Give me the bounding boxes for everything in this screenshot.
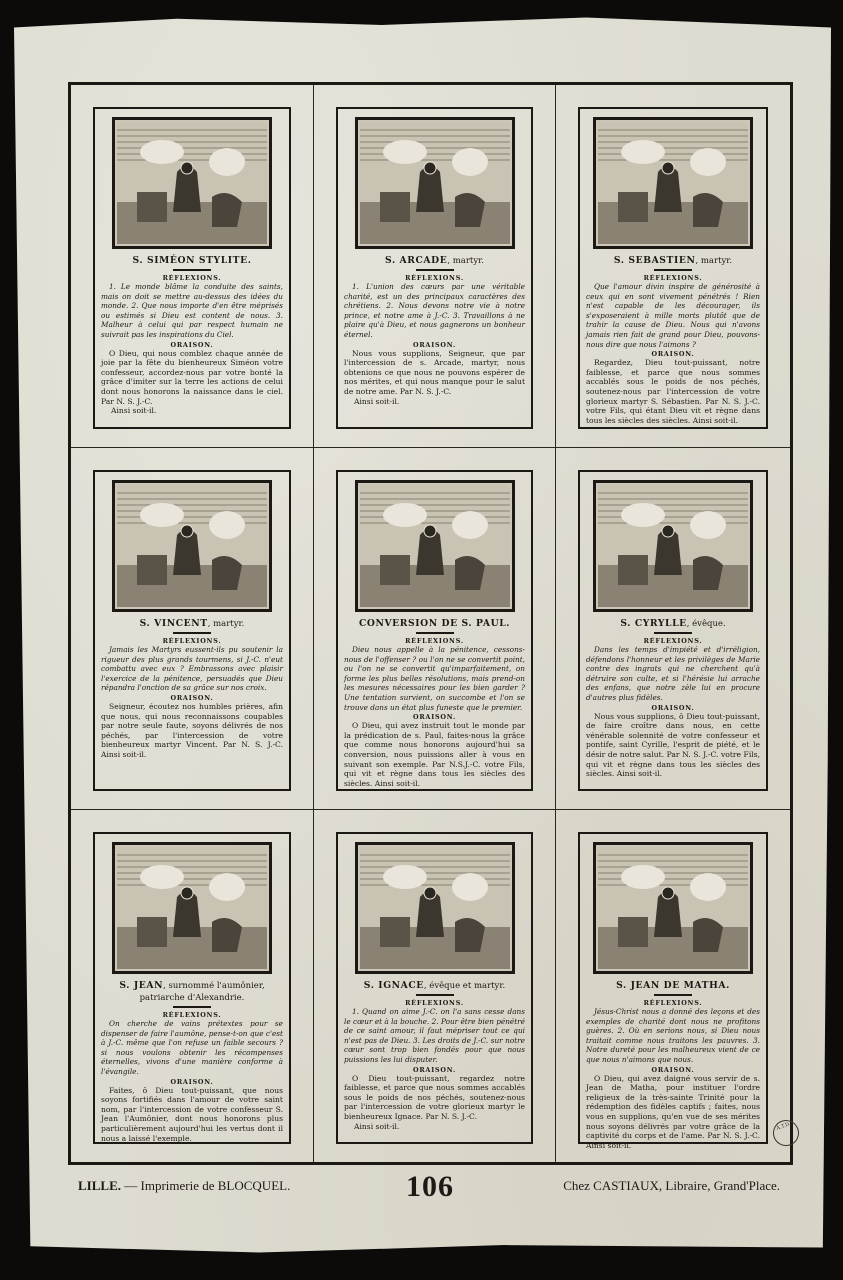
saint-title	[101, 618, 283, 630]
saint-epithet: , surnommé l'aumônier, patriarche d'Alexandrie.	[139, 981, 265, 1003]
grid-cell	[71, 85, 314, 448]
saint-card	[93, 470, 291, 791]
saint-name: S. ARCADE	[385, 255, 448, 266]
oraison-text: Seigneur, écoutez nos humbles prières, afin que nous, qui nous reconnaissons coupables par notre seule faute, soyons délivrés de nos péchés, par l'intercession de votre bienheureux martyr Vincent. Par N. S. J.-C. Ainsi soit-il.	[101, 701, 283, 759]
library-stamp: A.T.D.	[769, 1116, 802, 1149]
saint-name: CONVERSION DE S. PAUL.	[358, 618, 511, 629]
grid-cell	[314, 810, 556, 1162]
card-grid	[68, 82, 793, 1165]
saint-epithet: , martyr.	[207, 619, 245, 629]
reflexions-heading: RÉFLEXIONS.	[643, 637, 703, 645]
reflexions-text: Jamais les Martyrs eussent-ils pu soutenir la rigueur des plus grands tourmens, si J.-C. n'eut combattu avec eux ? Embrassons avec plaisir l'exercice de la pénitence, persuadés que Dieu répandra l'onction de sa grâce sur nos croix.	[101, 645, 283, 693]
saint-card	[578, 832, 768, 1150]
saint-title	[586, 255, 760, 267]
oraison-heading: ORAISON.	[651, 1065, 695, 1074]
grid-cell	[71, 810, 314, 1162]
reflexions-heading: RÉFLEXIONS.	[643, 274, 703, 282]
title-rule	[173, 269, 211, 271]
title-rule	[173, 632, 211, 634]
reflexions-heading: RÉFLEXIONS.	[162, 637, 222, 645]
engraving-illustration-icon	[117, 847, 267, 969]
grid-cell	[314, 448, 556, 810]
saint-title	[586, 618, 760, 630]
engraving-image	[355, 480, 515, 612]
engraving-illustration-icon	[360, 485, 510, 607]
reflexions-heading: RÉFLEXIONS.	[405, 637, 464, 645]
amen-text: Ainsi soit-il.	[111, 406, 157, 416]
saint-epithet: , évêque et martyr.	[423, 981, 506, 991]
engraving-illustration-icon	[598, 847, 748, 969]
saint-card	[93, 107, 291, 429]
engraving-illustration-icon	[360, 122, 510, 244]
engraving-image	[355, 117, 515, 249]
oraison-heading: ORAISON.	[651, 350, 695, 359]
oraison-text: O Dieu, qui avez daigné vous servir de s. Jean de Matha, pour instituer l'ordre religieux de la très-sainte Trinité pour la rédemption des fidèles captifs ; faites, nous vous en supplions, qu'en vue de ses mérites nous soyons délivrés par votre grâce de la captivité du corps et de l'ame. Par N. S. J.-C. Ainsi soit-il.	[586, 1073, 760, 1150]
title-rule	[654, 632, 692, 634]
title-rule	[173, 1006, 211, 1008]
engraving-image	[593, 117, 753, 249]
saint-card	[336, 107, 533, 429]
saint-card	[578, 470, 768, 791]
oraison-heading: ORAISON.	[170, 340, 214, 349]
printer-imprint	[78, 1178, 290, 1194]
oraison-heading: ORAISON.	[412, 340, 457, 349]
reflexions-heading: RÉFLEXIONS.	[162, 1011, 222, 1019]
saint-card	[93, 832, 291, 1144]
title-rule	[416, 994, 454, 996]
engraving-illustration-icon	[117, 485, 267, 607]
seller-imprint: Chez CASTIAUX, Libraire, Grand'Place.	[563, 1178, 780, 1193]
oraison-heading: ORAISON.	[170, 693, 214, 702]
saint-name: S. SIMÉON STYLITE.	[132, 255, 252, 266]
title-rule	[654, 994, 692, 996]
engraving-image	[112, 480, 272, 612]
saint-name: S. CYRYLLE	[620, 618, 687, 629]
oraison-text: O Dieu tout-puissant, regardez notre faiblesse, et parce que nous sommes accablés sous le poids de nos péchés, soutenez-nous par l'intercession de votre glorieux martyr le bienheureux Ignace. Par N. S. J.-C.	[344, 1073, 525, 1121]
amen-text: Ainsi soit-il.	[354, 1121, 400, 1131]
saint-title	[344, 255, 525, 267]
grid-cell	[556, 448, 790, 810]
reflexions-heading: RÉFLEXIONS.	[162, 274, 222, 282]
grid-cell	[556, 85, 790, 448]
reflexions-text: Dieu nous appelle à la pénitence, cessons-nous de l'offenser ? ou l'on ne se convertit point, ou l'on ne se convertit qu'imparfaitement, on forme les plus belles résolutions, mais prend-on les mesures nécessaires pour les bien garder ? Une tentation survient, on succombe et l'on se trouve dans un état plus funeste que le premier.	[344, 645, 525, 712]
engraving-image	[593, 480, 753, 612]
saint-title	[586, 980, 760, 992]
saint-epithet: , martyr.	[695, 256, 733, 266]
oraison-text: O Dieu, qui avez instruit tout le monde par la prédication de s. Paul, faites-nous la grâce que comme nous honorons aujourd'hui sa conversion, nous puissions aller à vous en suivant son exemple. Par N.S.J.-C. votre Fils, qui vit et règne dans tous les siècles des siècles. Ainsi soit-il.	[344, 721, 525, 788]
engraving-illustration-icon	[360, 847, 510, 969]
oraison-text: Nous vous supplions, ô Dieu tout-puissant, de faire croître dans nous, en cette vénérable solennité de votre confesseur et pontife, saint Cyrille, l'esprit de piété, et le désir de notre salut. Par N. S. J.-C. votre Fils, qui vit et règne dans tous les siècles des siècles. Ainsi soit-il.	[586, 711, 760, 779]
reflexions-heading: RÉFLEXIONS.	[643, 999, 703, 1007]
oraison-text: Regardez, Dieu tout-puissant, notre faiblesse, et parce que nous sommes accablés sous le poids de nos péchés, soutenez-nous par l'intercession de votre glorieux martyr S. Sébastien. Par N. S. J.-C. votre Fils, qui étant Dieu vit et règne dans tous les siècles des siècles. Ainsi soit-il.	[586, 358, 760, 425]
reflexions-text: 1. Le monde blâme la conduite des saints, mais on doit se mettre au-dessus des idées du monde. 2. Que nous importe d'en être méprisés ou estimés si Dieu est content de nous. 3. Malheur à celui qui par respect humain ne suivrait pas les inspirations du Ciel.	[101, 282, 283, 339]
grid-cell	[314, 85, 556, 448]
saint-card	[336, 832, 533, 1144]
reflexions-text: 1. L'union des cœurs par une véritable charité, est un des principaux caractères des chrétiens. 2. Nous devons notre vie à notre prince, et notre ame à J.-C. 3. Travaillons à ne plaire qu'à Dieu, et nous gagnerons un bonheur éternel.	[344, 282, 525, 339]
engraving-image	[112, 117, 272, 249]
grid-cell	[71, 448, 314, 810]
amen-text: Ainsi soit-il.	[354, 396, 400, 406]
oraison-heading: ORAISON.	[412, 1065, 457, 1074]
engraving-image	[593, 842, 753, 974]
oraison-text: Faites, ô Dieu tout-puissant, que nous soyons fortifiés dans l'amour de votre saint nom, par l'intercession de votre confesseur S. Jean l'Aumônier, dont nous honorons plus particulièrement aujourd'hui les vertus dont il nous a laissé l'exemple.	[101, 1085, 283, 1143]
saint-name: S. SEBASTIEN	[613, 255, 696, 266]
reflexions-text: On cherche de vains prétextes pour se dispenser de faire l'aumône, pense-t-on que c'est à J.-C. même que l'on refuse un faible secours ? si nous voulons obtenir les récompenses éternelles, vivons d'une manière conforme à l'évangile.	[101, 1019, 283, 1076]
title-rule	[654, 269, 692, 271]
saint-epithet: , évêque.	[686, 619, 726, 629]
printer-name: — Imprimerie de BLOCQUEL.	[121, 1178, 291, 1193]
saint-name: S. IGNACE	[363, 980, 424, 991]
printer-city: LILLE.	[78, 1178, 121, 1193]
title-rule	[416, 269, 454, 271]
engraving-illustration-icon	[117, 122, 267, 244]
saint-epithet: , martyr.	[447, 256, 484, 266]
reflexions-text: Que l'amour divin inspire de générosité à ceux qui en sont vivement pénétrés ! Rien n'est capable de les décourager, ils s'exposeraient à mille morts plutôt que de trahir la cause de Dieu. Nous qui n'avons jamais rien fait de grand pour Dieu, pouvons-nous dire que nous l'aimons ?	[586, 282, 760, 349]
saint-name: S. JEAN	[119, 980, 164, 991]
saint-name: S. JEAN DE MATHA.	[616, 980, 730, 991]
imprint-footer	[78, 1172, 788, 1206]
reflexions-text: Dans les temps d'impiété et d'irréligion, défendons l'honneur et les privilèges de Marie contre des ingrats qui ne cherchent qu'à détruire son culte, et si l'hérésie lui arrache des enfans, que notre zèle lui en procure d'autres plus fidèles.	[586, 645, 760, 702]
grid-cell	[556, 810, 790, 1162]
saint-card	[336, 470, 533, 791]
engraving-illustration-icon	[598, 485, 748, 607]
sheet-number: 106	[406, 1170, 454, 1203]
oraison-heading: ORAISON.	[651, 703, 695, 712]
title-rule	[416, 632, 454, 634]
reflexions-text: Jésus-Christ nous a donné des leçons et des exemples de charité dont nous ne profitons guères. 2. Où en serions nous, si Dieu nous traitait comme nous traitons les pauvres. 3. Notre dureté pour les malheureux vient de ce que nous n'aimons que nous.	[586, 1007, 760, 1064]
reflexions-text: 1. Quand on aime J.-C. on l'a sans cesse dans le cœur et à la bouche. 2. Pour être bien pénétré de ce saint amour, il faut mépriser tout ce qui n'est pas de Dieu. 3. Les droits de J.-C. sur notre cœur sont trop bien fondés pour que nous puissions les lui disputer.	[344, 1007, 525, 1064]
oraison-heading: ORAISON.	[412, 713, 457, 722]
oraison-text: O Dieu, qui nous comblez chaque année de joie par la fête du bienheureux Siméon votre confesseur, accordez-nous par votre bonté la grâce d'imiter sur la terre les actions de celui dont nous honorons la naissance dans le ciel. Par N. S. J.-C.	[101, 348, 283, 406]
reflexions-heading: RÉFLEXIONS.	[405, 274, 464, 282]
engraving-image	[112, 842, 272, 974]
oraison-text: Nous vous supplions, Seigneur, que par l'intercession de s. Arcade, martyr, nous obtenions ce que nous ne pouvons espérer de nos mérites, et qui nous manque pour le salut de notre ame. Par N. S. J.-C.	[344, 348, 525, 396]
saint-title	[101, 980, 283, 1004]
saint-title	[344, 618, 525, 630]
saint-name: S. VINCENT	[139, 618, 208, 629]
saint-card	[578, 107, 768, 429]
reflexions-heading: RÉFLEXIONS.	[405, 999, 464, 1007]
saint-title	[344, 980, 525, 992]
engraving-illustration-icon	[598, 122, 748, 244]
oraison-heading: ORAISON.	[170, 1077, 214, 1086]
engraving-image	[355, 842, 515, 974]
saint-title	[101, 255, 283, 267]
